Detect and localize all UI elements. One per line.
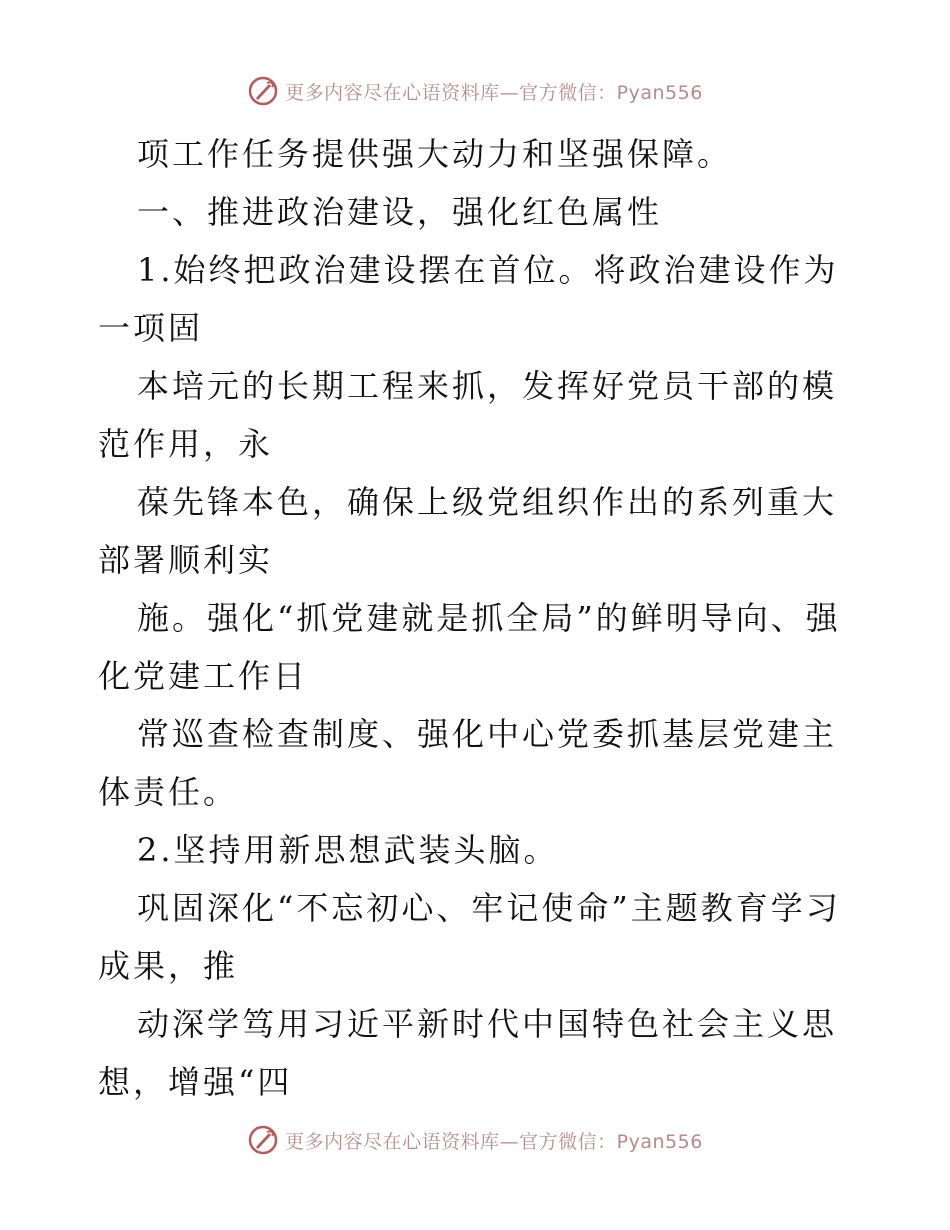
- paragraph: 1.始终把政治建设摆在首位。将政治建设作为一项固: [98, 251, 839, 347]
- document-body: [98, 125, 858, 1111]
- paragraph: 施。强化“抓党建就是抓全局”的鲜明导向、强化党建工作日: [98, 599, 841, 695]
- footer-banner-id: Pyan556: [616, 1130, 703, 1153]
- paragraph: 本培元的长期工程来抓，发挥好党员干部的模范作用，永: [98, 367, 838, 463]
- subsection-heading: 2.坚持用新思想武装头脑。: [137, 831, 559, 869]
- header-banner: [0, 71, 950, 111]
- paragraph: 项工作任务提供强大动力和坚强保障。: [137, 135, 733, 173]
- section-heading: 一、推进政治建设，强化红色属性: [137, 193, 663, 231]
- header-banner-text: 更多内容尽在心语资料库—官方微信：: [285, 81, 617, 104]
- footer-banner-text: 更多内容尽在心语资料库—官方微信：: [285, 1130, 617, 1153]
- paragraph: 动深学笃用习近平新时代中国特色社会主义思想，增强“四: [98, 1005, 838, 1101]
- footer-banner: [0, 1120, 950, 1160]
- paragraph: 葆先锋本色，确保上级党组织作出的系列重大部署顺利实: [98, 483, 838, 579]
- paragraph: 巩固深化“不忘初心、牢记使命”主题教育学习成果，推: [98, 889, 841, 985]
- quill-pen-seal-icon: [247, 1124, 279, 1156]
- paragraph: 常巡查检查制度、强化中心党委抓基层党建主体责任。: [98, 715, 838, 811]
- quill-pen-seal-icon: [247, 75, 279, 107]
- header-banner-id: Pyan556: [616, 81, 703, 104]
